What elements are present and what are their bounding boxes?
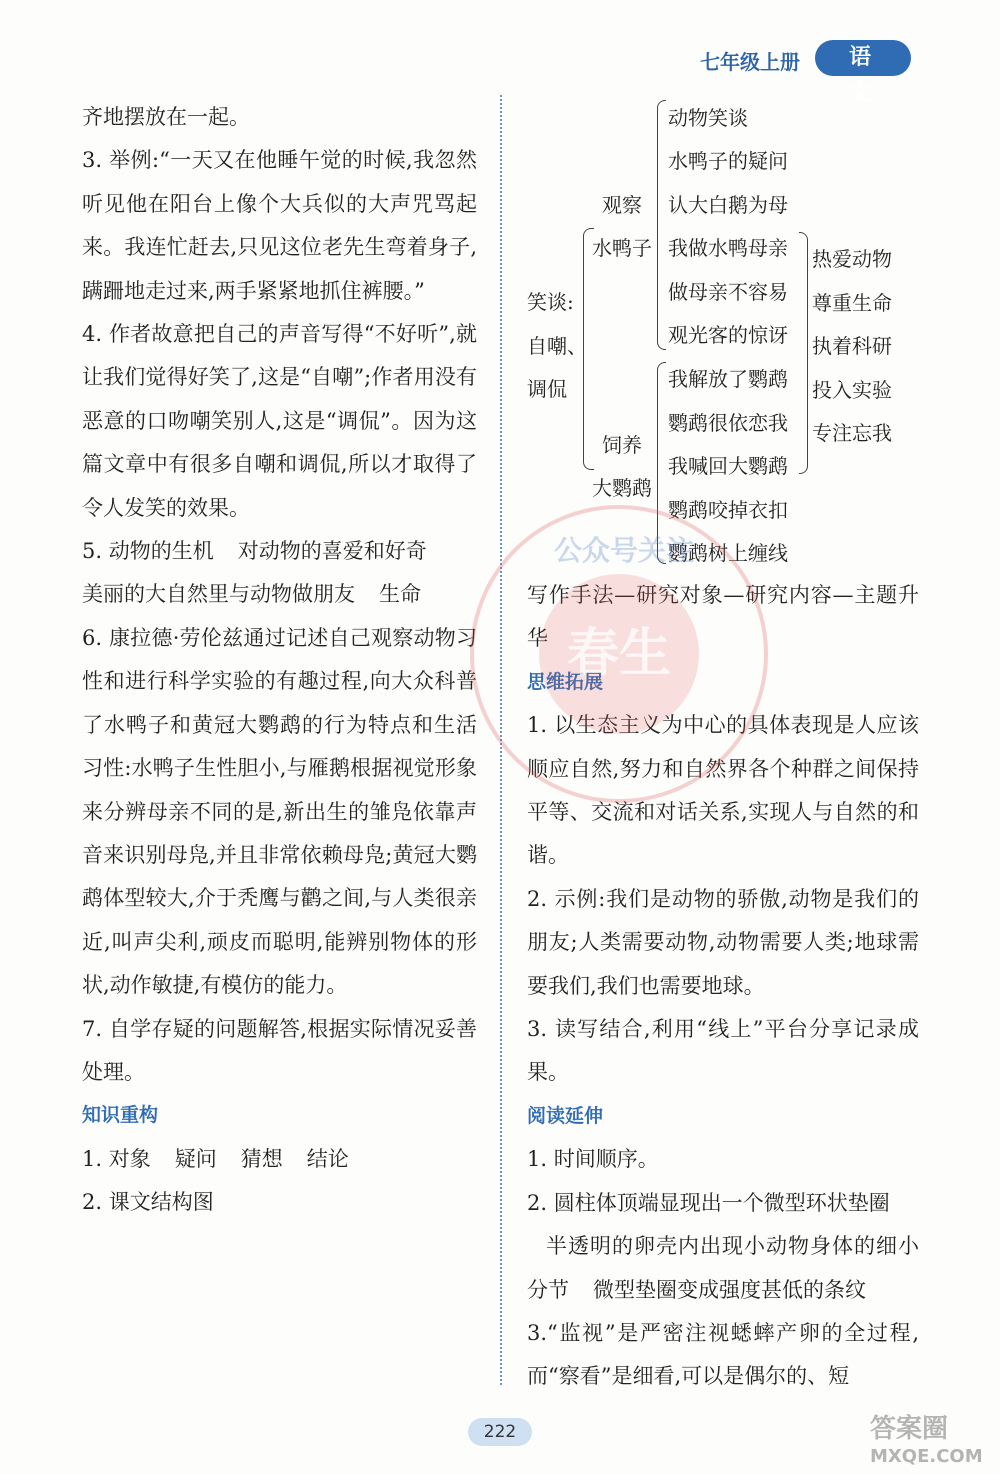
kr1-d: 结论 — [306, 1146, 349, 1171]
thinking-3: 3. 读写结合,利用“线上”平台分享记录成果。 — [527, 1017, 919, 1085]
themes-brace — [799, 232, 808, 474]
writing-technique: 写作手法—研究对象—研究内容—主题升华 — [527, 583, 919, 651]
reading-3: 3.“监视”是严密注视蟋蟀产卵的全过程,而“察看”是细看,可以是偶尔的、短 — [527, 1320, 919, 1389]
answer-5-c: 美丽的大自然里与动物做朋友 — [82, 582, 355, 607]
diagram-root-brace — [583, 228, 594, 470]
thinking-1: 1. 以生态主义为中心的具体表现是人应该顺应自然,努力和自然界各个种群之间保持平等、交流和对话关系,实现人与自然的和谐。 — [527, 713, 919, 868]
watermark-ring-text: 公众号关注 — [554, 534, 695, 567]
branch1-item: 认大白鹅为母 — [668, 193, 788, 217]
section-title-knowledge: 知识重构 — [82, 1104, 159, 1127]
left-line-1: 齐地摆放在一起。 — [82, 105, 250, 129]
branch2-item: 我解放了鹦鹉 — [668, 367, 788, 391]
kr1-a: 1. 对象 — [82, 1146, 151, 1171]
answer-6: 6. 康拉德·劳伦兹通过记述自己观察动物习性和进行科学实验的有趣过程,向大众科普了水鸭子和黄冠大鹦鹉的行为特点和生活习性:水鸭子生性胆小,与雁鹅根据视觉形象来分辨母亲不同的是,新出生的雏凫依靠声音来识别母凫,并且非常依赖母凫;黄冠大鹦鹉体型较大,介于秃鹰与鹳之间,与人类很亲近,叫声尖利,顽皮而聪明,能辨别物体的形状,动作敏捷,有模仿的能力。 — [82, 625, 477, 998]
branch2-item: 鹦鹉树上缠线 — [668, 541, 788, 565]
thinking-2: 2. 示例:我们是动物的骄傲,动物是我们的朋友;人类需要动物,动物需要人类;地球需要我们,我们也需要地球。 — [527, 886, 919, 998]
branch1-label-2: 水鸭子 — [592, 236, 652, 260]
corner-watermark-logo — [870, 1415, 1000, 1474]
answer-7: 7. 自学存疑的问题解答,根据实际情况妥善处理。 — [82, 1016, 477, 1084]
branch1-item: 动物笑谈 — [668, 106, 748, 130]
theme-item: 尊重生命 — [812, 291, 892, 315]
reading-2-c: 微型垫圈变成强度甚低的条纹 — [593, 1277, 866, 1302]
branch2-label-2: 大鹦鹉 — [592, 476, 652, 500]
diagram-root-3: 调侃 — [527, 377, 567, 401]
branch1-item: 做母亲不容易 — [668, 280, 788, 304]
reading-2-b: 半透明的卵壳内出现小动物身体的细小分节 — [527, 1234, 919, 1302]
kr1-b: 疑问 — [174, 1146, 217, 1171]
page-number: 222 — [468, 1418, 532, 1446]
answer-5-b: 对动物的喜爱和好奇 — [237, 539, 427, 564]
answer-5 — [82, 530, 477, 617]
watermark-center: 春生 — [539, 574, 699, 734]
branch1-brace — [657, 100, 666, 350]
left-column — [82, 96, 477, 1225]
section-title-reading: 阅读延伸 — [527, 1104, 604, 1127]
reading-2 — [527, 1182, 919, 1312]
branch2-label-1: 饲养 — [602, 433, 642, 457]
knowledge-2: 2. 课文结构图 — [82, 1190, 214, 1215]
branch1-item: 我做水鸭母亲 — [668, 236, 788, 260]
branch2-brace — [657, 362, 666, 564]
corner-watermark-line1: 答案圈 — [870, 1414, 949, 1444]
theme-item: 专注忘我 — [812, 421, 892, 445]
answer-4: 4. 作者故意把自己的声音写得“不好听”,就让我们觉得好笑了,这是“自嘲”;作者用没有恶意的口吻嘲笑别人,这是“调侃”。因为这篇文章中有很多自嘲和调侃,所以才取得了令人发笑的效果。 — [82, 322, 477, 520]
branch1-item: 观光客的惊讶 — [668, 323, 788, 347]
branch2-item: 鹦鹉咬掉衣扣 — [668, 498, 788, 522]
theme-item: 投入实验 — [812, 378, 892, 402]
diagram-root-1: 笑谈: — [527, 290, 574, 314]
right-column — [527, 574, 919, 1399]
answer-5-a: 5. 动物的生机 — [82, 539, 214, 564]
diagram-root-2: 自嘲、 — [527, 334, 587, 358]
theme-item: 热爱动物 — [812, 247, 892, 271]
answer-3: 3. 举例:“一天又在他睡午觉的时候,我忽然听见他在阳台上像个大兵似的大声咒骂起来。我连忙赶去,只见这位老先生弯着身子,蹒跚地走过来,两手紧紧地抓住裤腰。” — [82, 148, 477, 303]
kr1-c: 猜想 — [240, 1146, 283, 1171]
branch1-label-1: 观察 — [602, 193, 642, 217]
branch2-item: 我喊回大鹦鹉 — [668, 454, 788, 478]
knowledge-1 — [82, 1138, 477, 1181]
branch2-item: 鹦鹉很依恋我 — [668, 411, 788, 435]
theme-item: 执着科研 — [812, 334, 892, 358]
corner-watermark-line2: MXQE.COM — [870, 1446, 983, 1467]
header-grade: 七年级上册 — [700, 50, 800, 74]
branch1-item: 水鸭子的疑问 — [668, 149, 788, 173]
column-divider — [500, 95, 502, 1385]
subject-badge: 语 文 — [815, 40, 911, 76]
reading-2-a: 2. 圆柱体顶端显现出一个微型环状垫圈 — [527, 1190, 890, 1215]
answer-5-d: 生命 — [379, 582, 421, 607]
reading-1: 1. 时间顺序。 — [527, 1147, 659, 1172]
section-title-thinking: 思维拓展 — [527, 670, 604, 693]
